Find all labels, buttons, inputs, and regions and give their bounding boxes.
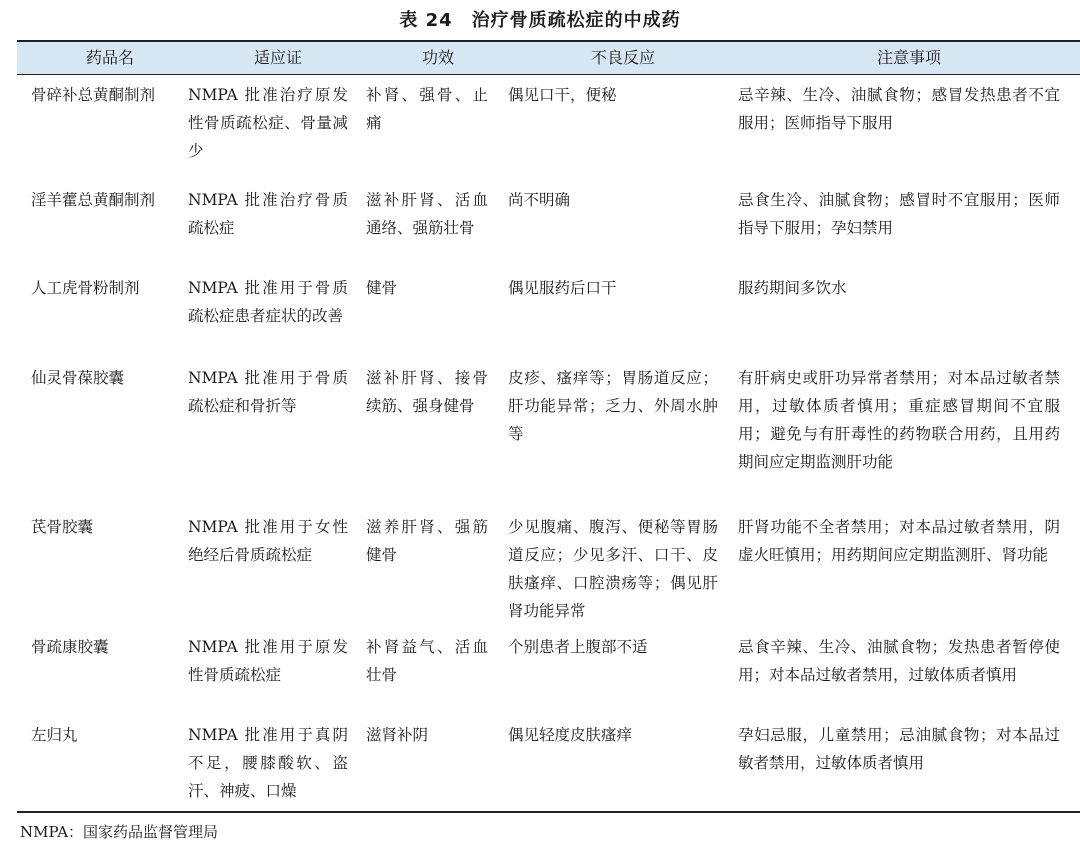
cell-effect: 补肾益气、活血壮骨	[366, 638, 488, 684]
header-indication: 适应证	[253, 48, 302, 67]
cell-indication: NMPA 批准用于原发性骨质疏松症	[188, 638, 348, 684]
cell-drug-name: 骨碎补总黄酮制剂	[31, 86, 156, 104]
cell-notes: 忌食生冷、油腻食物；感冒时不宜服用；医师指导下服用；孕妇禁用	[738, 191, 1060, 237]
header-precautions: 注意事项	[876, 48, 941, 67]
cell-drug-name: 淫羊藿总黄酮制剂	[31, 191, 156, 209]
cell-notes: 孕妇忌服，儿童禁用；忌油腻食物；对本品过敏者禁用，过敏体质者慎用	[738, 726, 1060, 772]
cell-drug-name: 骨疏康胶囊	[31, 638, 109, 656]
cell-drug-name: 左归丸	[31, 726, 78, 744]
cell-notes: 有肝病史或肝功异常者禁用；对本品过敏者禁用，过敏体质者慎用；重症感冒期间不宜服用；避免与有肝毒性的药物联合用药，且用药期间应定期监测肝功能	[738, 369, 1060, 471]
cell-effect: 健骨	[366, 279, 398, 297]
table-header	[17, 42, 1080, 75]
header-adverse-reactions: 不良反应	[590, 48, 655, 67]
header-effect: 功效	[421, 48, 454, 67]
cell-notes: 忌辛辣、生冷、油腻食物；感冒发热患者不宜服用；医师指导下服用	[738, 86, 1060, 132]
cell-indication: NMPA 批准治疗原发性骨质疏松症、骨量减少	[188, 86, 348, 160]
cell-adverse: 偶见口干，便秘	[508, 86, 617, 104]
cell-notes: 忌食辛辣、生冷、油腻食物；发热患者暂停使用；对本品过敏者禁用，过敏体质者慎用	[738, 638, 1060, 684]
table-title: 表 24 治疗骨质疏松症的中成药	[399, 10, 681, 31]
cell-adverse: 少见腹痛、腹泻、便秘等胃肠道反应；少见多汗、口干、皮肤瘙痒、口腔溃疡等；偶见肝肾功能异常	[508, 518, 718, 620]
cell-notes: 肝肾功能不全者禁用；对本品过敏者禁用，阴虚火旺慎用；用药期间应定期监测肝、肾功能	[738, 518, 1060, 564]
cell-adverse: 偶见轻度皮肤瘙痒	[508, 726, 633, 744]
cell-effect: 补肾、强骨、止痛	[366, 86, 488, 132]
cell-adverse: 皮疹、瘙痒等；胃肠道反应；肝功能异常；乏力、外周水肿等	[508, 369, 718, 443]
cell-adverse: 偶见服药后口干	[508, 279, 617, 297]
cell-notes: 服药期间多饮水	[738, 279, 847, 297]
cell-indication: NMPA 批准用于女性绝经后骨质疏松症	[188, 518, 348, 564]
cell-effect: 滋养肝肾、强筋健骨	[366, 518, 488, 564]
cell-indication: NMPA 批准用于真阴不足，腰膝酸软、盗汗、神疲、口燥	[188, 726, 348, 800]
table-footnote: NMPA：国家药品监督管理局	[20, 823, 219, 841]
cell-indication: NMPA 批准治疗骨质疏松症	[188, 191, 348, 237]
cell-indication: NMPA 批准用于骨质疏松症和骨折等	[188, 369, 348, 415]
cell-effect: 滋补肝肾、活血通络、强筋壮骨	[366, 191, 488, 237]
cell-adverse: 个别患者上腹部不适	[508, 638, 648, 656]
table-bottom-rule	[17, 811, 1080, 813]
cell-adverse: 尚不明确	[508, 191, 571, 209]
cell-drug-name: 芪骨胶囊	[31, 518, 94, 536]
cell-effect: 滋肾补阴	[366, 726, 429, 744]
cell-drug-name: 仙灵骨葆胶囊	[31, 369, 125, 387]
cell-indication: NMPA 批准用于骨质疏松症患者症状的改善	[188, 279, 348, 325]
header-drug-name: 药品名	[85, 48, 134, 67]
cell-drug-name: 人工虎骨粉制剂	[31, 279, 140, 297]
cell-effect: 滋补肝肾、接骨续筋、强身健骨	[366, 369, 488, 415]
